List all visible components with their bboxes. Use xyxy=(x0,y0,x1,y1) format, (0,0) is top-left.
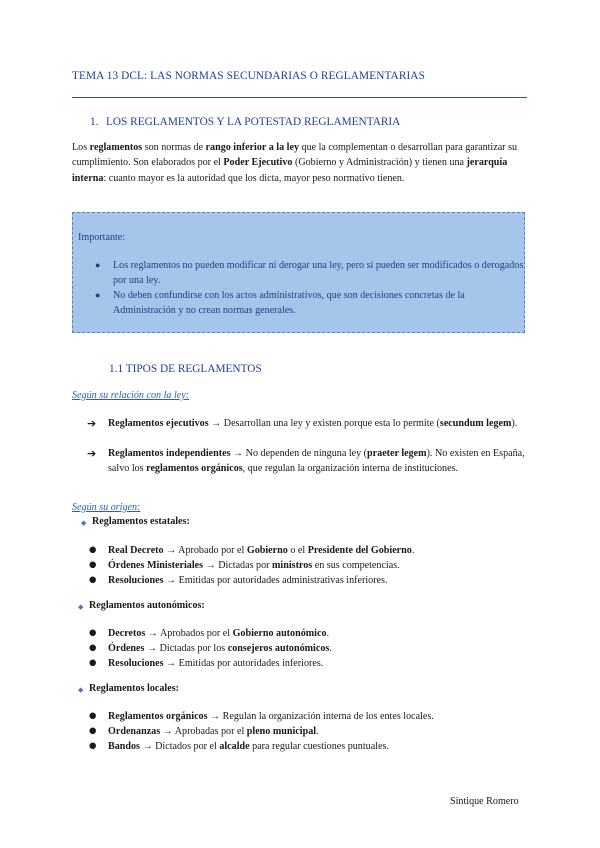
term: Reglamentos independientes xyxy=(108,448,231,459)
section-1-number: 1. xyxy=(90,116,99,128)
intro-text: son normas de xyxy=(142,142,206,153)
text: ). No existen en España, salvo los xyxy=(108,448,525,475)
list-item xyxy=(89,558,400,573)
text: o el xyxy=(287,545,308,556)
text: ). xyxy=(511,418,518,429)
bullet-icon: ● xyxy=(89,575,97,585)
callout-label: Importante: xyxy=(78,232,126,243)
bullet-icon: ● xyxy=(89,560,97,570)
term: Resoluciones xyxy=(108,658,164,669)
intro-text: (Gobierno y Administración) y tienen una xyxy=(292,157,467,169)
callout-item xyxy=(95,288,525,318)
text: . xyxy=(329,643,332,654)
text: . xyxy=(316,726,319,737)
term: Bandos xyxy=(108,741,140,752)
list-item xyxy=(89,626,330,641)
term: Órdenes Ministeriales xyxy=(108,560,204,571)
text: → Regulan la organización interna de los entes locales. xyxy=(207,711,434,722)
diamond-bullet-icon: ◆ xyxy=(78,686,84,694)
title-underline-divider xyxy=(72,97,527,98)
list-item xyxy=(89,573,388,588)
text: → No dependen de ninguna ley ( xyxy=(230,448,368,459)
group-title-state xyxy=(81,516,190,527)
intro-bold-term: Poder Ejecutivo xyxy=(223,157,293,169)
term: Ordenanzas xyxy=(108,726,161,737)
bullet-icon: ● xyxy=(95,290,101,300)
term: Real Decreto xyxy=(108,545,164,556)
section-1-title: LOS REGLAMENTOS Y LA POTESTAD REGLAMENTARIA xyxy=(106,116,401,128)
bullet-icon: ● xyxy=(89,658,97,668)
callout-item-text: No deben confundirse con los actos administrativos, que son decisiones concretas de la Administración y no crean normas generales. xyxy=(113,290,465,317)
list-item xyxy=(89,709,434,724)
section-1-heading xyxy=(90,116,400,128)
subheading-by-origin: Según su origen: xyxy=(72,502,141,513)
intro-text: Los xyxy=(72,142,90,153)
text: . xyxy=(326,628,330,639)
group-title-local xyxy=(78,683,179,694)
term: Resoluciones xyxy=(108,575,164,586)
intro-bold-term: rango inferior a la ley xyxy=(205,142,299,153)
bullet-icon: ● xyxy=(89,628,97,638)
term: Gobierno autonómico xyxy=(232,628,327,639)
term: Gobierno xyxy=(246,545,288,556)
intro-text: : cuanto mayor es la autoridad que los dicta, mayor peso normativo tienen. xyxy=(103,172,405,184)
bullet-icon: ● xyxy=(89,643,97,653)
text: → Emitidas por autoridades inferiores. xyxy=(163,658,324,669)
text: , que regulan la organización interna de instituciones. xyxy=(242,463,459,475)
term: pleno municipal xyxy=(246,726,317,737)
diamond-bullet-icon: ◆ xyxy=(81,519,87,527)
diamond-bullet-icon: ◆ xyxy=(78,603,84,611)
document-title: TEMA 13 DCL: LAS NORMAS SECUNDARIAS O REGLAMENTARIAS xyxy=(72,70,425,82)
group-title-text: Reglamentos estatales: xyxy=(92,516,190,527)
term: Reglamentos ejecutivos xyxy=(108,418,209,429)
group-title-text: Reglamentos autonómicos: xyxy=(89,600,205,611)
term: Reglamentos orgánicos xyxy=(108,711,208,722)
text: . xyxy=(411,545,415,556)
list-item xyxy=(87,416,526,431)
text: → Desarrollan una ley y existen porque esta lo permite ( xyxy=(208,418,440,429)
subheading-by-law: Según su relación con la ley: xyxy=(72,390,190,401)
arrow-right-icon: ➔ xyxy=(87,447,97,460)
list-item xyxy=(89,543,415,558)
list-item xyxy=(89,641,332,656)
term: Presidente del Gobierno xyxy=(307,545,412,556)
intro-bold-term: reglamentos xyxy=(89,142,143,153)
term: consejeros autonómicos xyxy=(227,643,330,654)
author-signature: Sintique Romero xyxy=(450,796,519,807)
bullet-icon: ● xyxy=(89,711,97,721)
arrow-right-icon: ➔ xyxy=(87,417,97,430)
bullet-icon: ● xyxy=(89,726,97,736)
term: praeter legem xyxy=(367,448,427,459)
bullet-icon: ● xyxy=(89,741,97,751)
group-title-regional xyxy=(78,600,205,611)
text: en sus competencias. xyxy=(312,560,400,571)
term: ministros xyxy=(272,560,313,571)
text: → Dictadas por xyxy=(203,560,273,571)
group-title-text: Reglamentos locales: xyxy=(89,683,179,694)
text: → Emitidas por autoridades administrativas inferiores. xyxy=(163,575,388,586)
intro-text: que la complementan o desarrollan para garantizar su cumplimiento. Son elaborados por el xyxy=(72,142,518,169)
text: → Dictadas por los xyxy=(144,643,228,654)
text: → Aprobados por el xyxy=(145,628,233,639)
intro-bold-term: jerarquía interna xyxy=(72,157,508,184)
callout-item xyxy=(95,258,525,288)
callout-item-text: Los reglamentos no pueden modificar ni derogar una ley, pero sí pueden ser modificados o derogados por una ley. xyxy=(113,260,524,287)
list-item xyxy=(89,656,324,671)
text: → Aprobado por el xyxy=(163,545,247,556)
text: → Dictados por el xyxy=(139,741,220,752)
intro-paragraph xyxy=(72,140,530,186)
list-item xyxy=(89,724,319,739)
list-item xyxy=(89,739,389,754)
term: Órdenes xyxy=(108,643,145,654)
term: reglamentos orgánicos xyxy=(146,463,243,475)
bullet-icon: ● xyxy=(95,260,101,270)
text: para regular cuestiones puntuales. xyxy=(249,741,389,752)
text: → Aprobadas por el xyxy=(160,726,247,737)
list-item xyxy=(87,446,526,476)
section-1-1-heading: 1.1 TIPOS DE REGLAMENTOS xyxy=(109,363,262,375)
term: alcalde xyxy=(219,741,250,752)
bullet-icon: ● xyxy=(89,545,97,555)
term: secundum legem xyxy=(439,418,512,429)
term: Decretos xyxy=(108,628,146,639)
